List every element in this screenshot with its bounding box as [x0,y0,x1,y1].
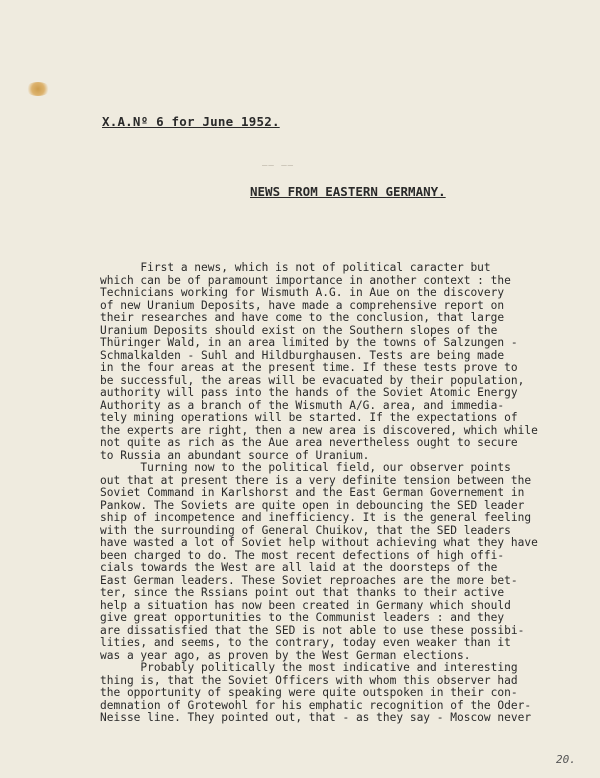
body-line: their researches and have come to the conclusion, that large [100,312,505,324]
body-line: Authority as a branch of the Wismuth A/G. area, and immedia- [100,399,505,412]
faint-mark: —— —— [262,161,295,171]
body-line: ship of incompetence and inefficiency. It is the general feeling [100,512,532,524]
body-line: which can be of paramount importance in another context : the [100,274,511,287]
document-title: NEWS FROM EASTERN GERMANY. [250,184,446,199]
page-number: 20. [556,753,576,766]
body-line: give great opportunities to the Communist leaders : and they [100,612,505,624]
ink-stain [26,82,50,96]
body-line: to Russia an abundant source of Uranium. [100,449,370,462]
body-line: have wasted a lot of Soviet help without achieving what they have [100,537,538,549]
body-line: with the surrounding of General Chuikov, that the SED leaders [100,524,511,537]
body-line: been charged to do. The most recent defections of high offi- [100,549,505,562]
body-line: Pankow. The Soviets are quite open in debouncing the SED leader [100,499,525,512]
body-line: in the four areas at the present time. If these tests prove to [100,362,518,374]
body-line: Thüringer Wald, in an area limited by the towns of Salzungen - [100,337,518,349]
body-line: thing is, that the Soviet Officers with whom this observer had [100,674,518,687]
body-line: of new Uranium Deposits, have made a comprehensive report on [100,299,505,312]
body-line: demnation of Grotewohl for his emphatic recognition of the Oder- [100,699,532,712]
body-line: Uranium Deposits should exist on the Southern slopes of the [100,324,498,337]
body-line: are dissatisfied that the SED is not able to use these possibi- [100,624,525,637]
body-line: help a situation has now been created in Germany which should [100,599,511,612]
body-line: Turning now to the political field, our observer points [100,462,511,474]
body-line: Probably politically the most indicative and interesting [100,662,518,674]
body-line: authority will pass into the hands of the Soviet Atomic Energy [100,387,518,399]
body-line: be successful, the areas will be evacuated by their population, [100,374,525,387]
document-reference: X.A.Nº 6 for June 1952. [102,114,280,129]
body-line: lities, and seems, to the contrary, today even weaker than it [100,637,511,649]
body-line: Technicians working for Wismuth A.G. in Aue on the discovery [100,287,505,299]
body-line: First a news, which is not of political caracter but [100,262,491,274]
document-body [100,262,570,725]
body-line: the opportunity of speaking were quite outspoken in their con- [100,687,518,699]
body-line: not quite as rich as the Aue area nevertheless ought to secure [100,437,518,449]
body-line: cials towards the West are all laid at the doorsteps of the [100,562,498,574]
body-line: East German leaders. These Soviet reproaches are the more bet- [100,574,518,587]
body-line: Neisse line. They pointed out, that - as they say - Moscow never [100,712,532,724]
body-line: the experts are right, then a new area is discovered, which while [100,424,538,437]
body-line: out that at present there is a very definite tension between the [100,474,532,487]
body-line: tely mining operations will be started. If the expectations of [100,412,518,424]
body-line: ter, since the Rssians point out that thanks to their active [100,587,505,599]
body-line: Schmalkalden - Suhl and Hildburghausen. Tests are being made [100,349,505,362]
body-line: Soviet Command in Karlshorst and the East German Governement in [100,487,525,499]
body-line: was a year ago, as proven by the West German elections. [100,649,471,662]
